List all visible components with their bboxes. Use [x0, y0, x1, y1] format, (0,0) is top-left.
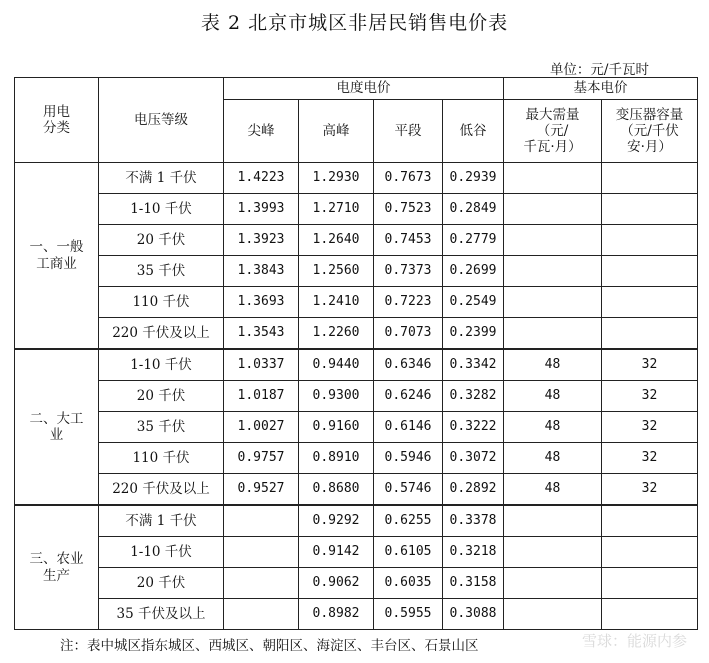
sharp-cell [224, 537, 299, 568]
header-valley: 低谷 [443, 100, 504, 163]
table-row [15, 474, 698, 506]
table-row [15, 163, 698, 194]
sharp-cell: 1.3543 [224, 318, 299, 350]
capacity-cell [602, 599, 698, 630]
header-category: 用电 分类 [15, 78, 99, 163]
table-row [15, 225, 698, 256]
flat-cell: 0.5746 [374, 474, 443, 506]
voltage-cell: 110 千伏 [99, 287, 224, 318]
table-row [15, 318, 698, 350]
demand-cell [504, 256, 602, 287]
table-row [15, 537, 698, 568]
page-title: 表 2 北京市城区非居民销售电价表 [200, 12, 509, 34]
table-row [15, 568, 698, 599]
demand-cell [504, 318, 602, 350]
capacity-cell: 32 [602, 412, 698, 443]
voltage-cell: 220 千伏及以上 [99, 474, 224, 506]
unit-label: 单位：元/千瓦时 [549, 62, 649, 78]
voltage-cell: 20 千伏 [99, 381, 224, 412]
header-voltage: 电压等级 [99, 78, 224, 163]
sharp-cell: 0.9527 [224, 474, 299, 506]
flat-cell: 0.7523 [374, 194, 443, 225]
capacity-cell [602, 163, 698, 194]
category-cell: 一、一般 工商业 [15, 163, 99, 350]
sharp-cell: 1.0027 [224, 412, 299, 443]
voltage-cell: 35 千伏及以上 [99, 599, 224, 630]
demand-cell [504, 163, 602, 194]
flat-cell: 0.5955 [374, 599, 443, 630]
peak-cell: 0.8982 [299, 599, 374, 630]
voltage-cell: 35 千伏 [99, 256, 224, 287]
valley-cell: 0.3158 [443, 568, 504, 599]
demand-cell [504, 599, 602, 630]
demand-cell [504, 505, 602, 537]
sharp-cell [224, 599, 299, 630]
capacity-cell: 32 [602, 381, 698, 412]
voltage-cell: 1-10 千伏 [99, 349, 224, 381]
capacity-cell: 32 [602, 443, 698, 474]
valley-cell: 0.3088 [443, 599, 504, 630]
valley-cell: 0.3342 [443, 349, 504, 381]
capacity-cell: 32 [602, 349, 698, 381]
sharp-cell: 1.3993 [224, 194, 299, 225]
capacity-cell [602, 287, 698, 318]
demand-cell: 48 [504, 412, 602, 443]
sharp-cell: 1.3693 [224, 287, 299, 318]
voltage-cell: 35 千伏 [99, 412, 224, 443]
voltage-cell: 220 千伏及以上 [99, 318, 224, 350]
demand-cell [504, 287, 602, 318]
demand-cell [504, 537, 602, 568]
table-row [15, 256, 698, 287]
flat-cell: 0.5946 [374, 443, 443, 474]
header-flat: 平段 [374, 100, 443, 163]
capacity-cell [602, 256, 698, 287]
voltage-cell: 110 千伏 [99, 443, 224, 474]
capacity-cell [602, 568, 698, 599]
header-max-demand: 最大需量 （元/ 千瓦·月） [504, 100, 602, 163]
peak-cell: 0.9142 [299, 537, 374, 568]
header-transformer: 变压器容量 （元/千伏 安·月） [602, 100, 698, 163]
table-row [15, 194, 698, 225]
flat-cell: 0.6346 [374, 349, 443, 381]
flat-cell: 0.6105 [374, 537, 443, 568]
voltage-cell: 不满 1 千伏 [99, 505, 224, 537]
table-row [15, 287, 698, 318]
demand-cell: 48 [504, 349, 602, 381]
peak-cell: 0.8680 [299, 474, 374, 506]
peak-cell: 1.2930 [299, 163, 374, 194]
valley-cell: 0.2939 [443, 163, 504, 194]
voltage-cell: 不满 1 千伏 [99, 163, 224, 194]
capacity-cell [602, 225, 698, 256]
footnote: 注：表中城区指东城区、西城区、朝阳区、海淀区、丰台区、石景山区 [60, 638, 479, 654]
sharp-cell [224, 568, 299, 599]
capacity-cell [602, 505, 698, 537]
header-peak: 高峰 [299, 100, 374, 163]
flat-cell: 0.7223 [374, 287, 443, 318]
sharp-cell: 1.0337 [224, 349, 299, 381]
flat-cell: 0.6146 [374, 412, 443, 443]
table-row [15, 381, 698, 412]
valley-cell: 0.2849 [443, 194, 504, 225]
voltage-cell: 20 千伏 [99, 225, 224, 256]
sharp-cell: 1.4223 [224, 163, 299, 194]
table-row [15, 443, 698, 474]
sharp-cell: 1.3843 [224, 256, 299, 287]
peak-cell: 0.9300 [299, 381, 374, 412]
peak-cell: 1.2710 [299, 194, 374, 225]
category-cell: 三、农业 生产 [15, 505, 99, 630]
price-table [14, 77, 698, 630]
capacity-cell [602, 318, 698, 350]
voltage-cell: 1-10 千伏 [99, 537, 224, 568]
voltage-cell: 20 千伏 [99, 568, 224, 599]
flat-cell: 0.7673 [374, 163, 443, 194]
valley-cell: 0.2399 [443, 318, 504, 350]
valley-cell: 0.2779 [443, 225, 504, 256]
header-row-1 [15, 78, 698, 100]
valley-cell: 0.3378 [443, 505, 504, 537]
demand-cell [504, 225, 602, 256]
capacity-cell [602, 537, 698, 568]
valley-cell: 0.2549 [443, 287, 504, 318]
table-row [15, 412, 698, 443]
valley-cell: 0.3072 [443, 443, 504, 474]
flat-cell: 0.7453 [374, 225, 443, 256]
flat-cell: 0.6246 [374, 381, 443, 412]
sharp-cell: 1.3923 [224, 225, 299, 256]
peak-cell: 1.2560 [299, 256, 374, 287]
peak-cell: 0.9062 [299, 568, 374, 599]
valley-cell: 0.3282 [443, 381, 504, 412]
table-row [15, 599, 698, 630]
peak-cell: 1.2410 [299, 287, 374, 318]
demand-cell: 48 [504, 381, 602, 412]
peak-cell: 0.9292 [299, 505, 374, 537]
valley-cell: 0.3222 [443, 412, 504, 443]
flat-cell: 0.7373 [374, 256, 443, 287]
demand-cell [504, 568, 602, 599]
category-cell: 二、大工 业 [15, 349, 99, 505]
peak-cell: 0.8910 [299, 443, 374, 474]
sharp-cell [224, 505, 299, 537]
valley-cell: 0.2892 [443, 474, 504, 506]
peak-cell: 0.9440 [299, 349, 374, 381]
capacity-cell: 32 [602, 474, 698, 506]
sharp-cell: 0.9757 [224, 443, 299, 474]
peak-cell: 1.2260 [299, 318, 374, 350]
watermark: 雪球：能源内参 [581, 632, 687, 650]
flat-cell: 0.6255 [374, 505, 443, 537]
valley-cell: 0.2699 [443, 256, 504, 287]
peak-cell: 1.2640 [299, 225, 374, 256]
capacity-cell [602, 194, 698, 225]
flat-cell: 0.6035 [374, 568, 443, 599]
table-row [15, 505, 698, 537]
table-row [15, 349, 698, 381]
voltage-cell: 1-10 千伏 [99, 194, 224, 225]
header-energy-price: 电度电价 [224, 78, 504, 100]
flat-cell: 0.7073 [374, 318, 443, 350]
demand-cell: 48 [504, 443, 602, 474]
valley-cell: 0.3218 [443, 537, 504, 568]
demand-cell: 48 [504, 474, 602, 506]
header-basic-price: 基本电价 [504, 78, 698, 100]
header-sharp: 尖峰 [224, 100, 299, 163]
peak-cell: 0.9160 [299, 412, 374, 443]
sharp-cell: 1.0187 [224, 381, 299, 412]
demand-cell [504, 194, 602, 225]
